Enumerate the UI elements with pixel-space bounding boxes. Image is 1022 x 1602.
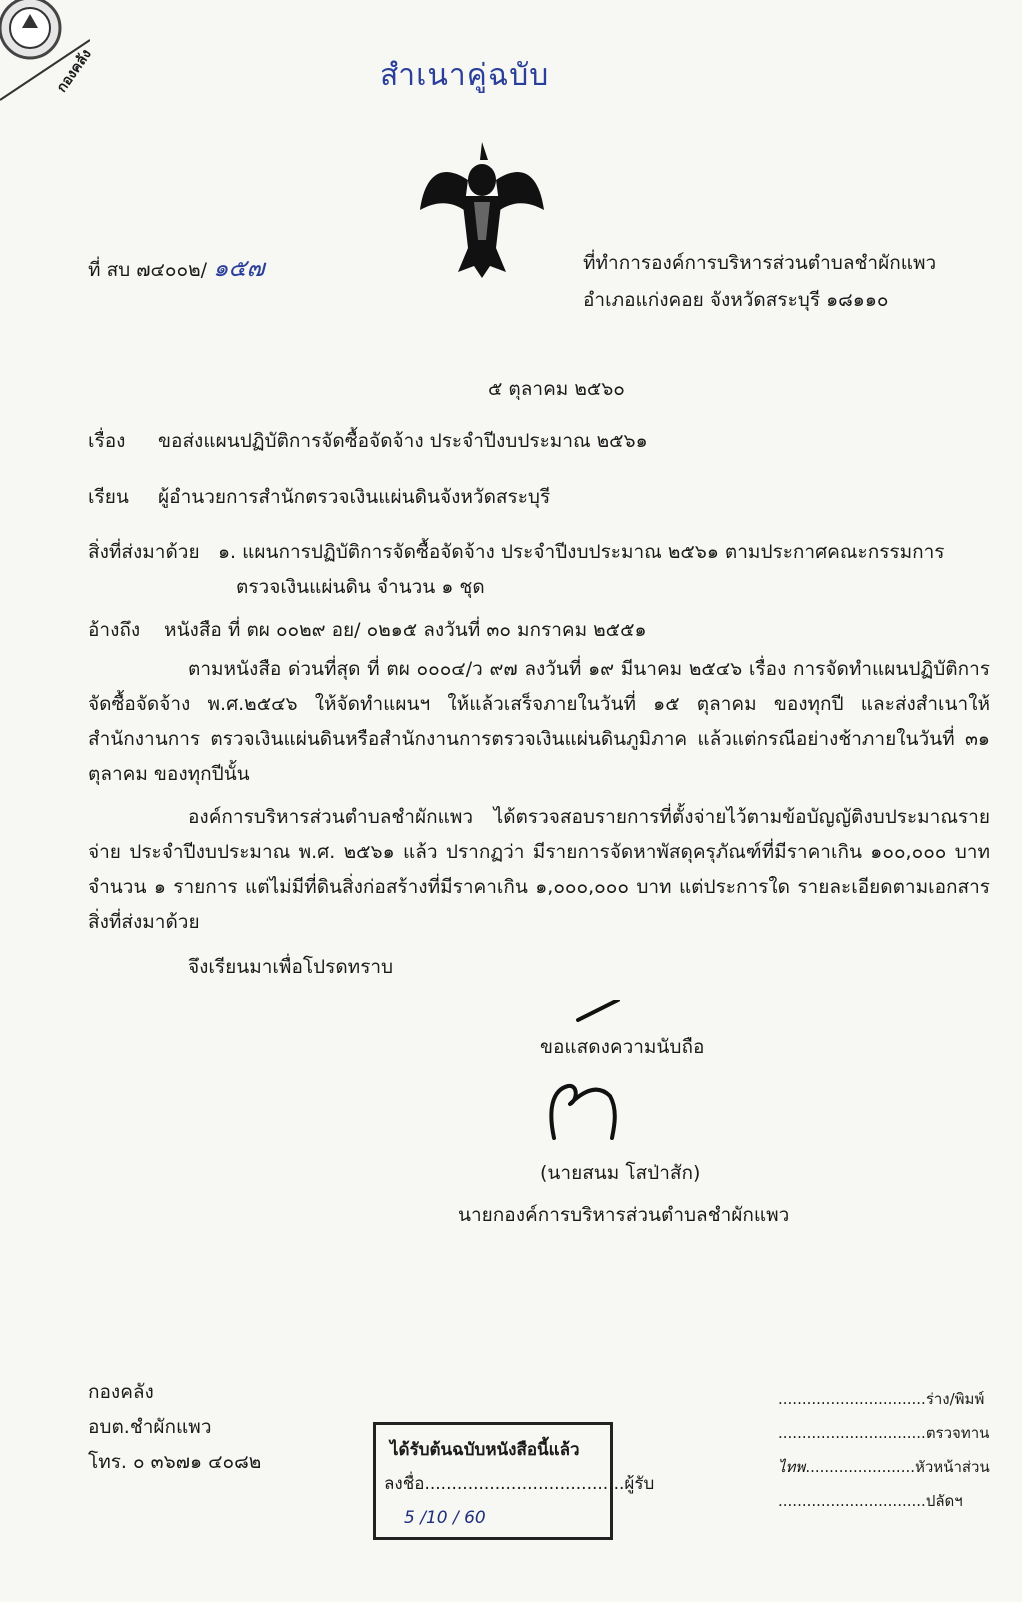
recipient-row [88,482,550,512]
receipt-sign-label: ลงชื่อ [384,1474,425,1494]
enclosure-row [88,535,945,605]
initial-label-draft: ร่าง/พิมพ์ [925,1390,985,1408]
enclosure-line-2: ตรวจเงินแผ่นดิน จำนวน ๑ ชุด [236,576,485,598]
enclosure-label: สิ่งที่ส่งมาด้วย [88,541,200,563]
reference-row [88,615,647,645]
receipt-stamp-title: ได้รับต้นฉบับหนังสือนี้แล้ว [390,1440,580,1460]
office-line-1: ที่ทำการองค์การบริหารส่วนตำบลชำผักแพว [583,252,937,274]
initial-row-review: ...............................ตรวจทาน [778,1424,990,1442]
reference-handwritten: ๑๕๗ [213,254,265,282]
copy-stamp: สำเนาคู่ฉบับ [380,58,550,93]
contact-organization: อบต.ชำผักแพว [88,1416,212,1438]
contact-department: กองคลัง [88,1381,154,1403]
seal-label: กองคลัง [53,46,95,96]
subject-text: ขอส่งแผนปฏิบัติการจัดซื้อจัดจ้าง ประจำปีงบประมาณ ๒๕๖๑ [158,430,648,452]
body-paragraph-2: องค์การบริหารส่วนตำบลชำผักแพว ได้ตรวจสอบรายการที่ตั้งจ่ายไว้ตามข้อบัญญัติงบประมาณรายจ่าย ประจำปีงบประมาณ พ.ศ. ๒๕๖๑ แล้ว ปรากฏว่า มีรายการจัดหาพัสดุครุภัณฑ์ที่มีราคาเกิน ๑๐๐,๐๐๐ บาท จำนวน ๑ รายการ แต่ไม่มีที่ดินสิ่งก่อสร้างที่มีราคาเกิน ๑,๐๐๐,๐๐๐ บาท แต่ประการใด รายละเอียดตามเอกสารสิ่งที่ส่งมาด้วย [88,806,990,933]
initial-label-review: ตรวจทาน [925,1424,990,1442]
initial-row-draft: ...............................ร่าง/พิมพ์ [778,1390,985,1408]
signature-closing: ขอแสดงความนับถือ [540,1036,705,1058]
receipt-receiver-label: ผู้รับ [624,1474,655,1494]
contact-phone: โทร. ๐ ๓๖๗๑ ๔๐๘๒ [88,1451,262,1473]
signer-title: นายกองค์การบริหารส่วนตำบลชำผักแพว [458,1204,790,1226]
receipt-sign-line: ลงชื่อ.....................................ผู้รับ [384,1474,655,1494]
initial-label-head: หัวหน้าส่วน [915,1458,990,1476]
initial-row-head: ไทพ.......................หัวหน้าส่วน [778,1458,990,1476]
reference-text: หนังสือ ที่ ตผ ๐๐๒๙ อย/ ๐๒๑๕ ลงวันที่ ๓๐ มกราคม ๒๕๕๑ [164,619,647,641]
signer-name: (นายสนม โสป่าสัก) [540,1162,701,1184]
approval-initials [778,1382,1022,1518]
office-line-2: อำเภอแก่งคอย จังหวัดสระบุรี ๑๘๑๑๐ [583,289,889,311]
contact-block [88,1375,261,1480]
subject-label: เรื่อง [88,430,126,452]
subject-row [88,426,648,456]
reference-prefix: ที่ สบ ๗๔๐๐๒/ [88,259,208,281]
reference-label: อ้างถึง [88,619,141,641]
body-paragraph-1: ตามหนังสือ ด่วนที่สุด ที่ ตผ ๐๐๐๔/ว ๙๗ ลงวันที่ ๑๙ มีนาคม ๒๕๔๖ เรื่อง การจัดทำแผนปฏิบัติการ จัดซื้อจัดจ้าง พ.ศ.๒๕๔๖ ให้จัดทำแผนฯ ให้แล้วเสร็จภายในวันที่ ๑๕ ตุลาคม ของทุกปี และส่งสำเนาให้สำนักงานการ ตรวจเงินแผ่นดินหรือสำนักงานการตรวจเงินแผ่นดินภูมิภาค แล้วแต่กรณีอย่างช้าภายในวันที่ ๓๑ ตุลาคม ของทุกปีนั้น [88,658,990,785]
office-address [583,245,936,319]
garuda-emblem-icon [418,140,546,280]
initial-row-deputy: ...............................ปลัดฯ [778,1492,963,1510]
enclosure-line-1: ๑. แผนการปฏิบัติการจัดซื้อจัดจ้าง ประจำปีงบประมาณ ๒๕๖๑ ตามประกาศคณะกรรมการ [218,541,945,563]
initial-handwritten-head: ไทพ [778,1458,806,1476]
closing-request: จึงเรียนมาเพื่อโปรดทราบ [188,956,394,978]
initial-label-deputy: ปลัดฯ [925,1492,963,1510]
receipt-date-handwritten: 5 /10 / 60 [404,1508,486,1528]
reference-number [88,248,265,287]
recipient-text: ผู้อำนวยการสำนักตรวจเงินแผ่นดินจังหวัดสระบุรี [158,486,551,508]
receipt-stamp [373,1422,655,1540]
letter-date: ๕ ตุลาคม ๒๕๖๐ [488,378,625,400]
handwritten-signature-icon [548,1000,628,1140]
recipient-label: เรียน [88,486,129,508]
